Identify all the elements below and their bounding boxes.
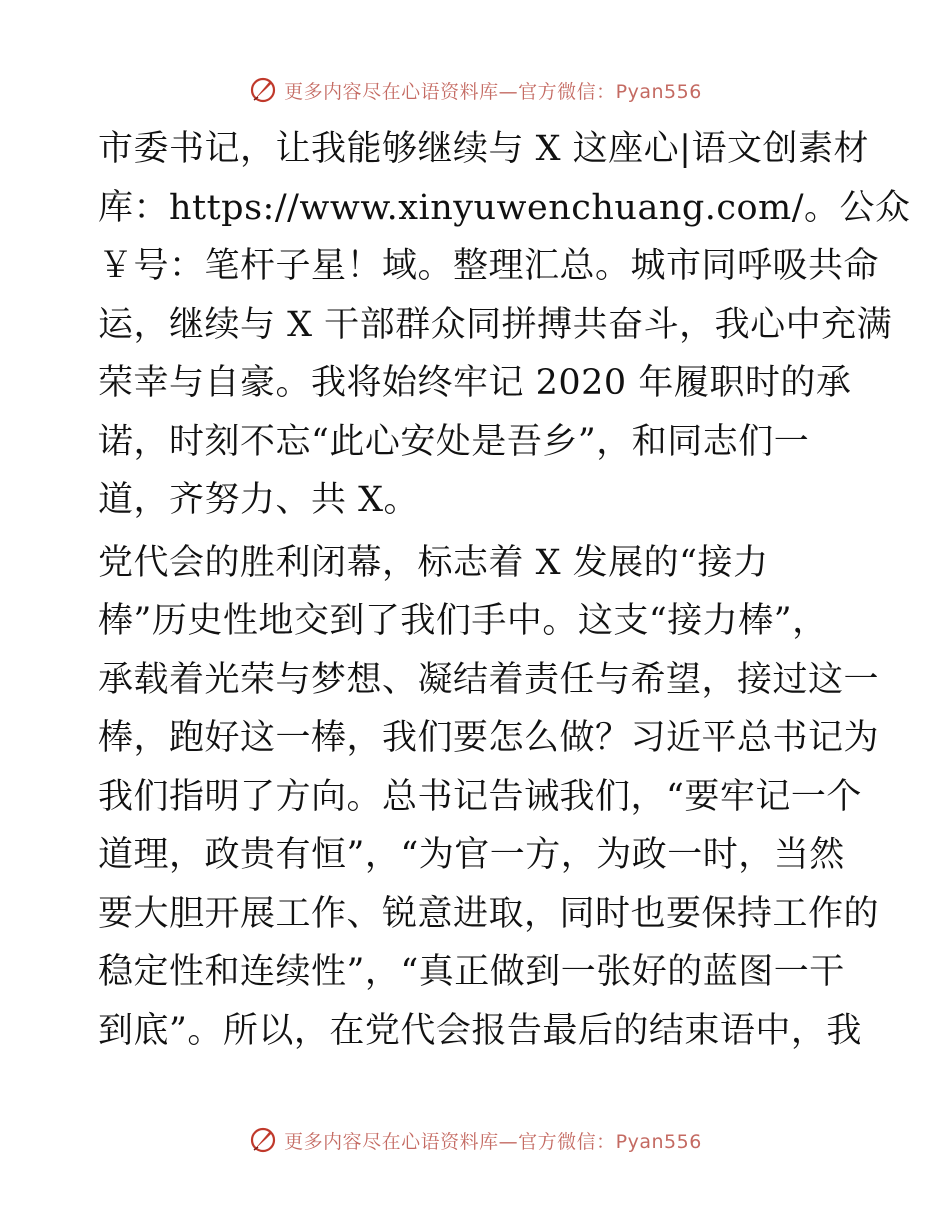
text-line: 市委书记，让我能够继续与 X 这座心|语文创素材 xyxy=(98,129,869,169)
text-line: 党代会的胜利闭幕，标志着 X 发展的“接力 xyxy=(98,542,769,583)
text-line: 到底”。所以，在党代会报告最后的结束语中，我 xyxy=(98,1010,862,1051)
quill-pen-logo-icon xyxy=(248,75,278,105)
paragraph-2 xyxy=(98,534,880,1061)
text-line: 诺，时刻不忘“此心安处是吾乡”，和同志们一 xyxy=(98,421,810,462)
paragraph-1 xyxy=(98,120,911,530)
header-banner-text: 更多内容尽在心语资料库—官方微信：Pyan556 xyxy=(284,80,702,103)
footer-banner-text: 更多内容尽在心语资料库—官方微信：Pyan556 xyxy=(284,1130,702,1153)
document-body xyxy=(98,120,911,1060)
text-line: ￥号：笔杆子星！域。整理汇总。城市同呼吸共命 xyxy=(98,246,880,286)
quill-pen-logo-icon xyxy=(248,1125,278,1155)
text-line: 要大胆开展工作、锐意进取，同时也要保持工作的 xyxy=(98,893,880,934)
text-line: 承载着光荣与梦想、凝结着责任与希望，接过这一 xyxy=(98,659,880,700)
text-line: 道理，政贵有恒”，“为官一方，为政一时，当然 xyxy=(98,835,845,875)
text-line: 荣幸与自豪。我将始终牢记 2020 年履职时的承 xyxy=(98,363,852,403)
text-line: 库：https://www.xinyuwenchuang.com/。公众 xyxy=(98,187,911,228)
text-line: 我们指明了方向。总书记告诫我们，“要牢记一个 xyxy=(98,776,862,817)
text-line: 道，齐努力、共 X。 xyxy=(98,480,420,520)
text-line: 棒，跑好这一棒，我们要怎么做？习近平总书记为 xyxy=(98,718,880,758)
text-line: 稳定性和连续性”，“真正做到一张好的蓝图一干 xyxy=(98,952,845,992)
text-line: 运，继续与 X 干部群众同拼搏共奋斗，我心中充满 xyxy=(98,304,893,345)
text-line: 棒”历史性地交到了我们手中。这支“接力棒”， xyxy=(98,601,828,641)
footer-banner xyxy=(0,1120,950,1160)
header-banner xyxy=(0,70,950,110)
